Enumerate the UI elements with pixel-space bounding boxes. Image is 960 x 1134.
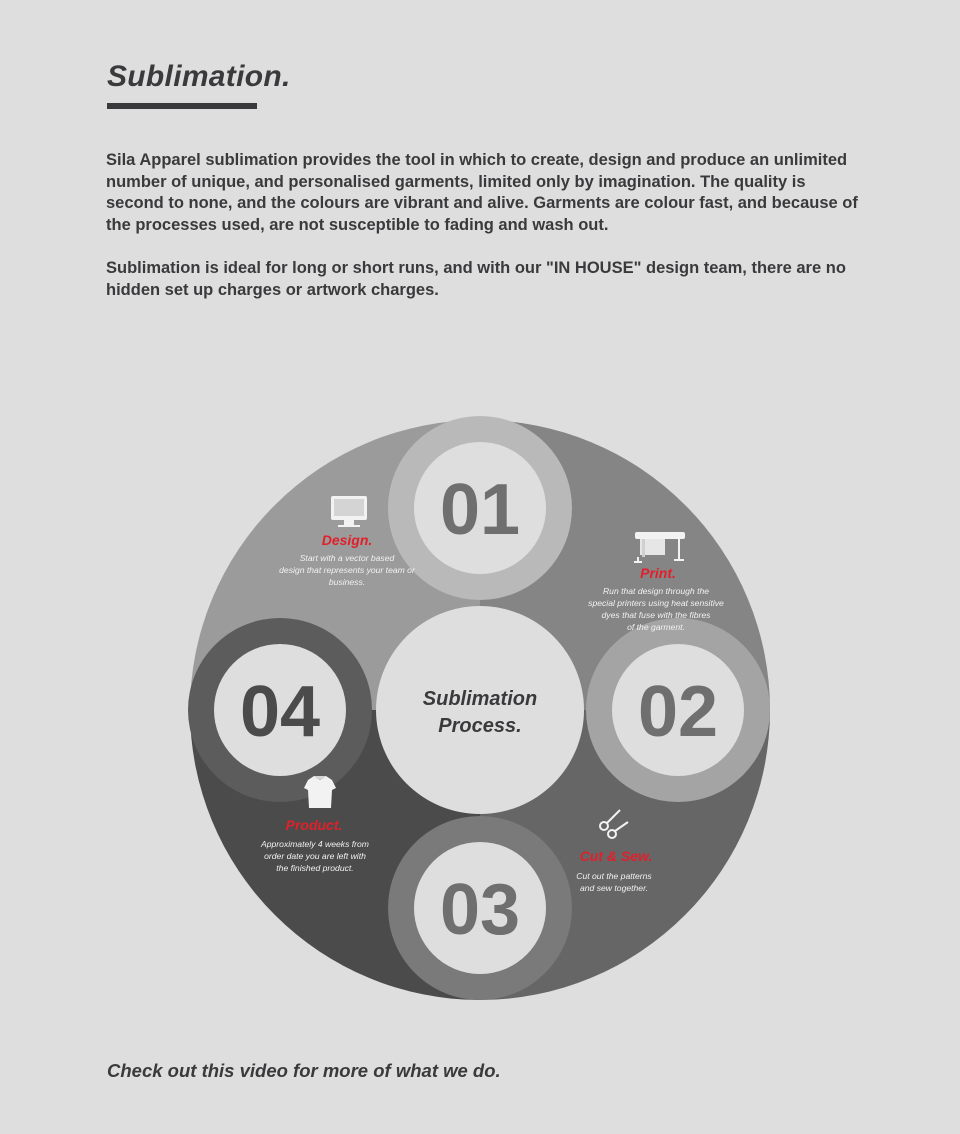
print-desc-line4: of the garment. <box>627 622 685 632</box>
tshirt-icon <box>304 776 336 808</box>
center-circle <box>376 606 584 814</box>
print-desc-line1: Run that design through the <box>602 586 710 596</box>
step-number-01: 01 <box>439 470 521 550</box>
product-desc-line2: order date you are left with <box>264 851 366 861</box>
cut-sew-desc-line1: Cut out the patterns <box>576 871 652 881</box>
title-underline <box>107 103 257 109</box>
step-title-design: Design. <box>321 532 373 548</box>
design-desc-line1: Start with a vector based <box>299 553 395 563</box>
product-desc-line3: the finished product. <box>276 863 354 873</box>
step-number-04: 04 <box>239 672 321 752</box>
cut-sew-desc-line2: and sew together. <box>580 883 648 893</box>
intro-paragraph: Sila Apparel sublimation provides the tool in which to create, design and produce an unlimited number of unique, and personalised garments, limited only by imagination. The quality is second to none, and the colours are vibrant and alive. Garments are colour fast, and because of the processes used, are not susceptible to fading and wash out. <box>106 151 858 234</box>
center-label-line1: Sublimation <box>422 688 538 710</box>
step-title-cut-sew: Cut & Sew. <box>579 848 653 864</box>
video-callout: Check out this video for more of what we do. <box>107 1060 501 1081</box>
step-title-product: Product. <box>285 817 343 833</box>
page-title: Sublimation. <box>107 60 291 93</box>
print-desc-line2: special printers using heat sensitive <box>588 598 724 608</box>
product-desc-line1: Approximately 4 weeks from <box>261 839 369 849</box>
step-number-03: 03 <box>439 870 521 950</box>
runs-paragraph: Sublimation is ideal for long or short runs, and with our "IN HOUSE" design team, there are no hidden set up charges or artwork charges. <box>106 259 846 299</box>
design-desc-line2: design that represents your team or <box>279 565 415 575</box>
center-label-line2: Process. <box>438 715 522 737</box>
print-desc-line3: dyes that fuse with the fibres <box>601 610 711 620</box>
sublimation-process-diagram <box>180 410 780 1010</box>
design-desc-line3: business. <box>328 577 366 587</box>
step-title-print: Print. <box>640 565 676 581</box>
step-number-02: 02 <box>637 672 719 752</box>
